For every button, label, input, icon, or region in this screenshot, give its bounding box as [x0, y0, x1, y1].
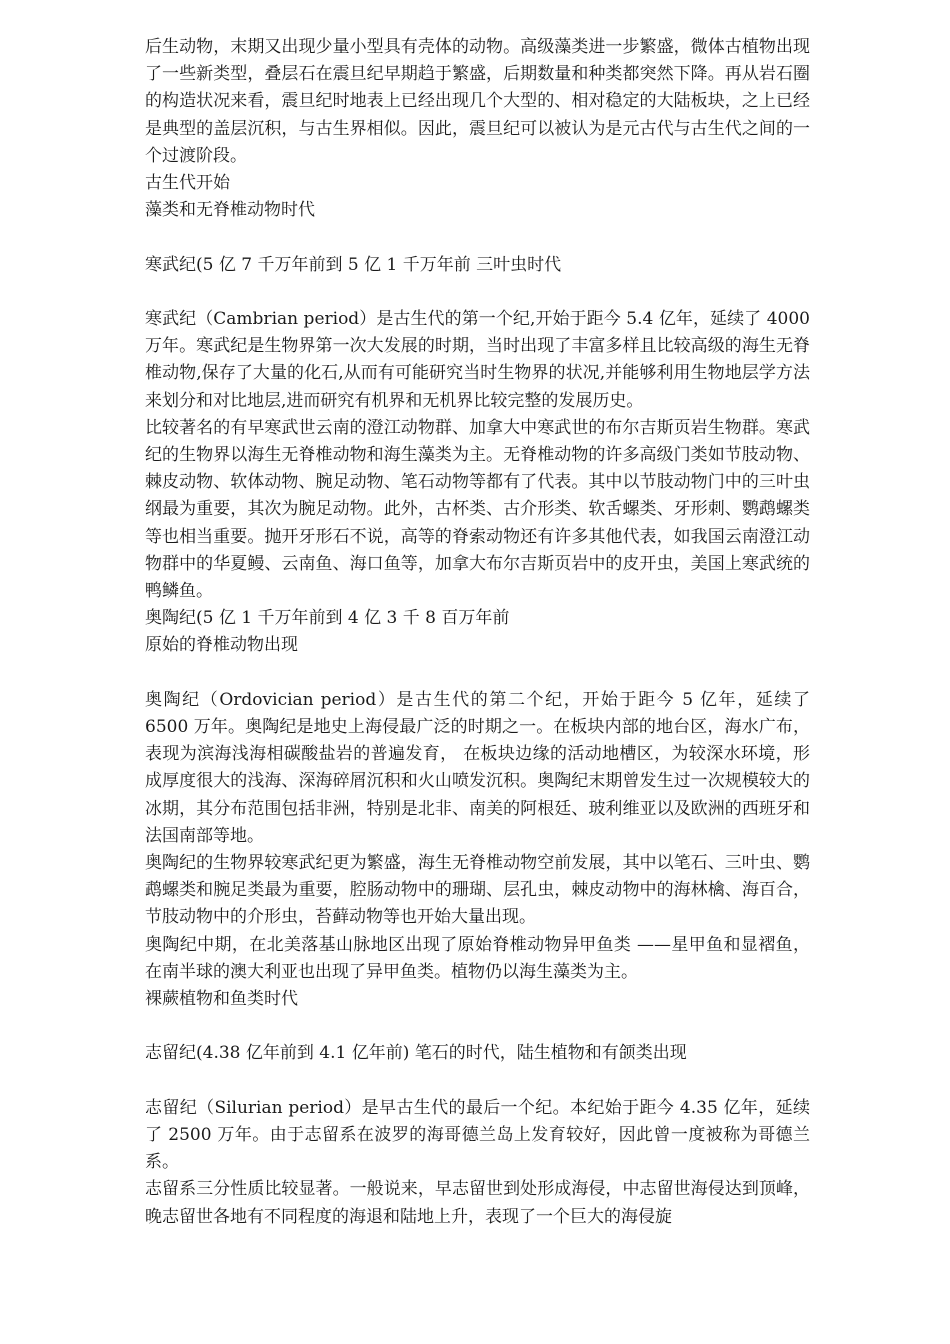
section-heading: 藻类和无脊椎动物时代: [145, 200, 315, 221]
blank-line: [145, 660, 810, 687]
section-heading: 原始的脊椎动物出现: [145, 635, 298, 656]
section-heading: 古生代开始: [145, 173, 230, 194]
paragraph: 比较著名的有早寒武世云南的澄江动物群、加拿大中寒武世的布尔吉斯页岩生物群。寒武纪的生物界以海生无脊椎动物和海生藻类为主。无脊椎动物的许多高级门类如节肢动物、棘皮动物、软体动物、腕足动物、笔石动物等都有了代表。其中以节肢动物门中的三叶虫纲最为重要，其次为腕足动物。此外，古杯类、古介形类、软舌螺类、牙形刺、鹦鹉螺类等也相当重要。抛开牙形石不说，高等的脊索动物还有许多其他代表，如我国云南澄江动物群中的华夏鳗、云南鱼、海口鱼等，加拿大布尔吉斯页岩中的皮开虫，美国上寒武统的鸭鳞鱼。: [145, 417, 810, 602]
paragraph: 志留纪（Silurian period）是早古生代的最后一个纪。本纪始于距今 4.35 亿年，延续了 2500 万年。由于志留系在波罗的海哥德兰岛上发育较好，因此曾一度被称为哥德兰系。: [145, 1097, 810, 1173]
blank-line: [145, 1013, 810, 1040]
paragraph: 奥陶纪的生物界较寒武纪更为繁盛，海生无脊椎动物空前发展，其中以笔石、三叶虫、鹦鹉螺类和腕足类最为重要，腔肠动物中的珊瑚、层孔虫，棘皮动物中的海林檎、海百合，节肢动物中的介形虫，苔藓动物等也开始大量出现。: [145, 853, 810, 928]
paragraph: 志留系三分性质比较显著。一般说来，早志留世到处形成海侵，中志留世海侵达到顶峰，晚志留世各地有不同程度的海退和陆地上升，表现了一个巨大的海侵旋: [145, 1179, 810, 1227]
section-heading: 裸蕨植物和鱼类时代: [145, 989, 298, 1010]
blank-line: [145, 279, 810, 306]
document-page: [145, 34, 810, 1231]
blank-line: [145, 224, 810, 251]
period-heading: 志留纪(4.38 亿年前到 4.1 亿年前) 笔石的时代，陆生植物和有颌类出现: [145, 1043, 687, 1064]
period-heading: 奥陶纪(5 亿 1 千万年前到 4 亿 3 千 8 百万年前: [145, 608, 510, 629]
paragraph: 后生动物，末期又出现少量小型具有壳体的动物。高级藻类进一步繁盛，微体古植物出现了一些新类型，叠层石在震旦纪早期趋于繁盛，后期数量和种类都突然下降。再从岩石圈的构造状况来看，震旦纪时地表上已经出现几个大型的、相对稳定的大陆板块，之上已经是典型的盖层沉积，与古生界相似。因此，震旦纪可以被认为是元古代与古生代之间的一个过渡阶段。: [145, 37, 810, 166]
blank-line: [145, 1068, 810, 1095]
paragraph: 奥陶纪（Ordovician period）是古生代的第二个纪，开始于距今 5 亿年，延续了 6500 万年。奥陶纪是地史上海侵最广泛的时期之一。在板块内部的地台区，海水广布，表现为滨海浅海相碳酸盐岩的普遍发育， 在板块边缘的活动地槽区，为较深水环境，形成厚度很大的浅海、深海碎屑沉积和火山喷发沉积。奥陶纪末期曾发生过一次规模较大的冰期，其分布范围包括非洲，特别是北非、南美的阿根廷、玻利维亚以及欧洲的西班牙和法国南部等地。: [145, 689, 810, 846]
period-heading: 寒武纪(5 亿 7 千万年前到 5 亿 1 千万年前 三叶虫时代: [145, 254, 562, 275]
paragraph: 寒武纪（Cambrian period）是古生代的第一个纪,开始于距今 5.4 亿年，延续了 4000 万年。寒武纪是生物界第一次大发展的时期，当时出现了丰富多样且比较高级的海生无脊椎动物,保存了大量的化石,从而有可能研究当时生物界的状况,并能够利用生物地层学方法来划分和对比地层,进而研究有机界和无机界比较完整的发展历史。: [145, 309, 810, 411]
paragraph: 奥陶纪中期，在北美落基山脉地区出现了原始脊椎动物异甲鱼类 ——星甲鱼和显褶鱼，在南半球的澳大利亚也出现了异甲鱼类。植物仍以海生藻类为主。: [145, 934, 810, 982]
